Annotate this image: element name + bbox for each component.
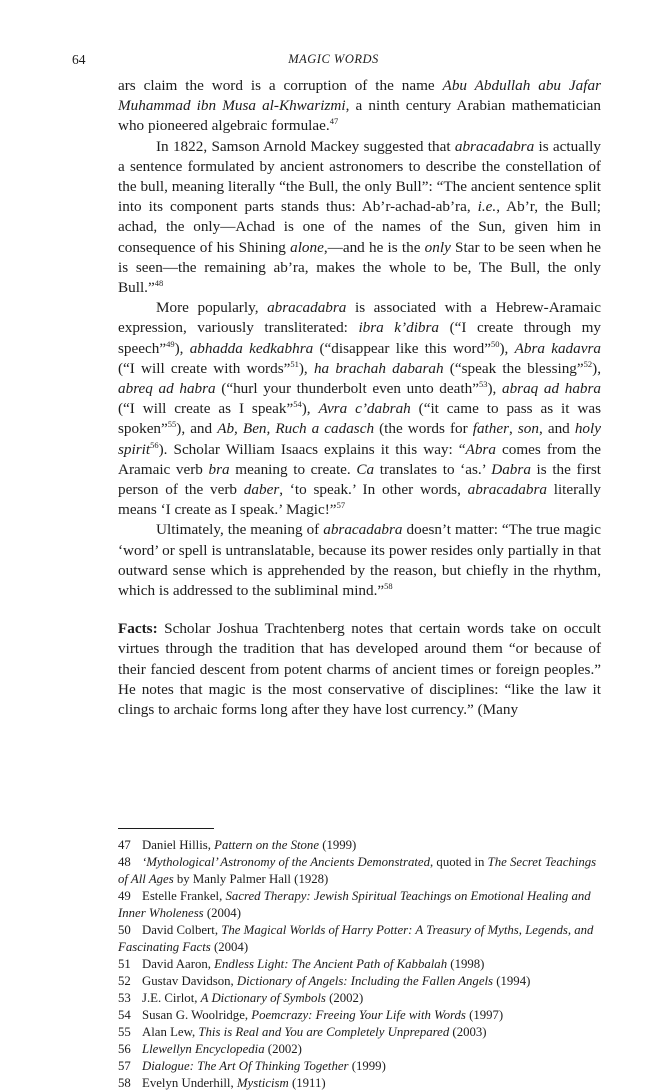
footnote [118, 1007, 601, 1024]
footnote-number: 57 [118, 1059, 131, 1073]
footnote-number: 58 [118, 1076, 131, 1090]
paragraph: In 1822, Samson Arnold Mackey suggested that abracadabra is actually a sentence formulated by ancient astronomers to describe the constellation of the bull, meaning literally “the Bull, the only Bull”: “The ancient sentence split into its component parts stands thus: Ab’r-achad-ab’ra, i.e., Ab’r, the Bull; achad, the only—Achad is one of the names of the Sun, given him in consequence of his Shining alone,—and he is the only Star to be seen when he is seen—the remaining ab’ra, makes the whole to be, The Bull, the only Bull.”$^{48}$ [118, 137, 601, 297]
footnote [118, 922, 601, 956]
footnote-text: Gustav Davidson, Dictionary of Angels: Including the Fallen Angels (1994) [142, 974, 531, 988]
footnote-text: Llewellyn Encyclopedia (2002) [142, 1042, 302, 1056]
paragraph: More popularly, abracadabra is associated with a Hebrew-Aramaic expression, variously transliterated: ibra k’dibra (“I create through my speech”$^{49}$), abhadda kedkabhra (“disappear like this word”$^{50}$), Abra kadavra (“I will create with words”$^{51}$), ha brachah dabarah (“speak the blessing”$^{52}$), abreq ad habra (“hurl your thunderbolt even unto death”$^{53}$), abraq ad habra (“I will create as I speak”$^{54}$), Avra c’dabrah (“it came to pass as it was spoken”$^{55}$), and Ab, Ben, Ruch a cadasch (the words for father, son, and holy spirit$^{56}$). Scholar William Isaacs explains it this way: “Abra comes from the Aramaic verb bra meaning to create. Ca translates to ‘as.’ Dabra is the first person of the verb daber, ‘to speak.’ In other words, abracadabra literally means ‘I create as I speak.’ Magic!”$^{57}$ [118, 299, 602, 519]
footnote-text: Daniel Hillis, Pattern on the Stone (1999) [142, 838, 357, 852]
footnote-text: Dialogue: The Art Of Thinking Together (1999) [142, 1059, 386, 1073]
footnote-text: Evelyn Underhill, Mysticism (1911) [142, 1076, 326, 1090]
body-text [118, 76, 601, 720]
footnote [118, 854, 601, 888]
footnote [118, 990, 601, 1007]
footnote-number: 48 [118, 855, 131, 869]
footnote [118, 1024, 601, 1041]
footnote-text: David Aaron, Endless Light: The Ancient Path of Kabbalah (1998) [142, 957, 485, 971]
footnote-text: Susan G. Woolridge, Poemcrazy: Freeing Your Life with Words (1997) [142, 1008, 504, 1022]
footnote-divider [118, 828, 214, 829]
footnote-text: ‘Mythological’ Astronomy of the Ancients Demonstrated, quoted in The Secret Teachings of All Ages by Manly Palmer Hall (1928) [118, 855, 597, 886]
running-head: MAGIC WORDS [288, 52, 379, 66]
footnote-number: 51 [118, 957, 131, 971]
footnote-number: 47 [118, 838, 131, 852]
facts-label: Facts: [118, 620, 158, 638]
page-number: 64 [72, 52, 86, 67]
footnote-number: 55 [118, 1025, 131, 1039]
footnote [118, 956, 601, 973]
footnote-text: Estelle Frankel, Sacred Therapy: Jewish Spiritual Teachings on Emotional Healing and Inner Wholeness (2004) [118, 889, 591, 920]
footnote-number: 52 [118, 974, 131, 988]
footnote-text: David Colbert, The Magical Worlds of Harry Potter: A Treasury of Myths, Legends, and Fascinating Facts (2004) [118, 923, 594, 954]
footnotes [118, 837, 601, 1092]
footnote [118, 837, 601, 854]
footnote-number: 50 [118, 923, 131, 937]
footnote-number: 49 [118, 889, 131, 903]
footnote-number: 56 [118, 1042, 131, 1056]
paragraph: Ultimately, the meaning of abracadabra doesn’t matter: “The true magic ‘word’ or spell is untranslatable, because its power resides only partially in that outward sense which is apprehended by the reason, but chiefly in the rhythm, which is addressed to the subliminal mind.”$^{58}$ [118, 521, 601, 600]
footnote-number: 54 [118, 1008, 131, 1022]
footnote-number: 53 [118, 991, 131, 1005]
footnote-text: J.E. Cirlot, A Dictionary of Symbols (2002) [142, 991, 364, 1005]
footnote [118, 1058, 601, 1075]
footnote [118, 1075, 601, 1092]
facts-text: Scholar Joshua Trachtenberg notes that certain words take on occult virtues through the tradition that has developed around them “or because of their fancied descent from potent charms of ancient times or foreign peoples.” He notes that magic is the most conservative of disciplines: “like the law it clings to archaic forms long after they have lost currency.” (Many [118, 620, 602, 719]
paragraph: ars claim the word is a corruption of the name Abu Abdullah abu Jafar Muhammad ibn Musa al-Khwarizmi, a ninth century Arabian mathematician who pioneered algebraic formulae.$^{47}$ [118, 77, 601, 135]
footnote [118, 973, 601, 990]
facts-paragraph [118, 619, 601, 720]
footnote [118, 1041, 601, 1058]
footnote [118, 888, 601, 922]
footnote-text: Alan Lew, This is Real and You are Completely Unprepared (2003) [142, 1025, 487, 1039]
